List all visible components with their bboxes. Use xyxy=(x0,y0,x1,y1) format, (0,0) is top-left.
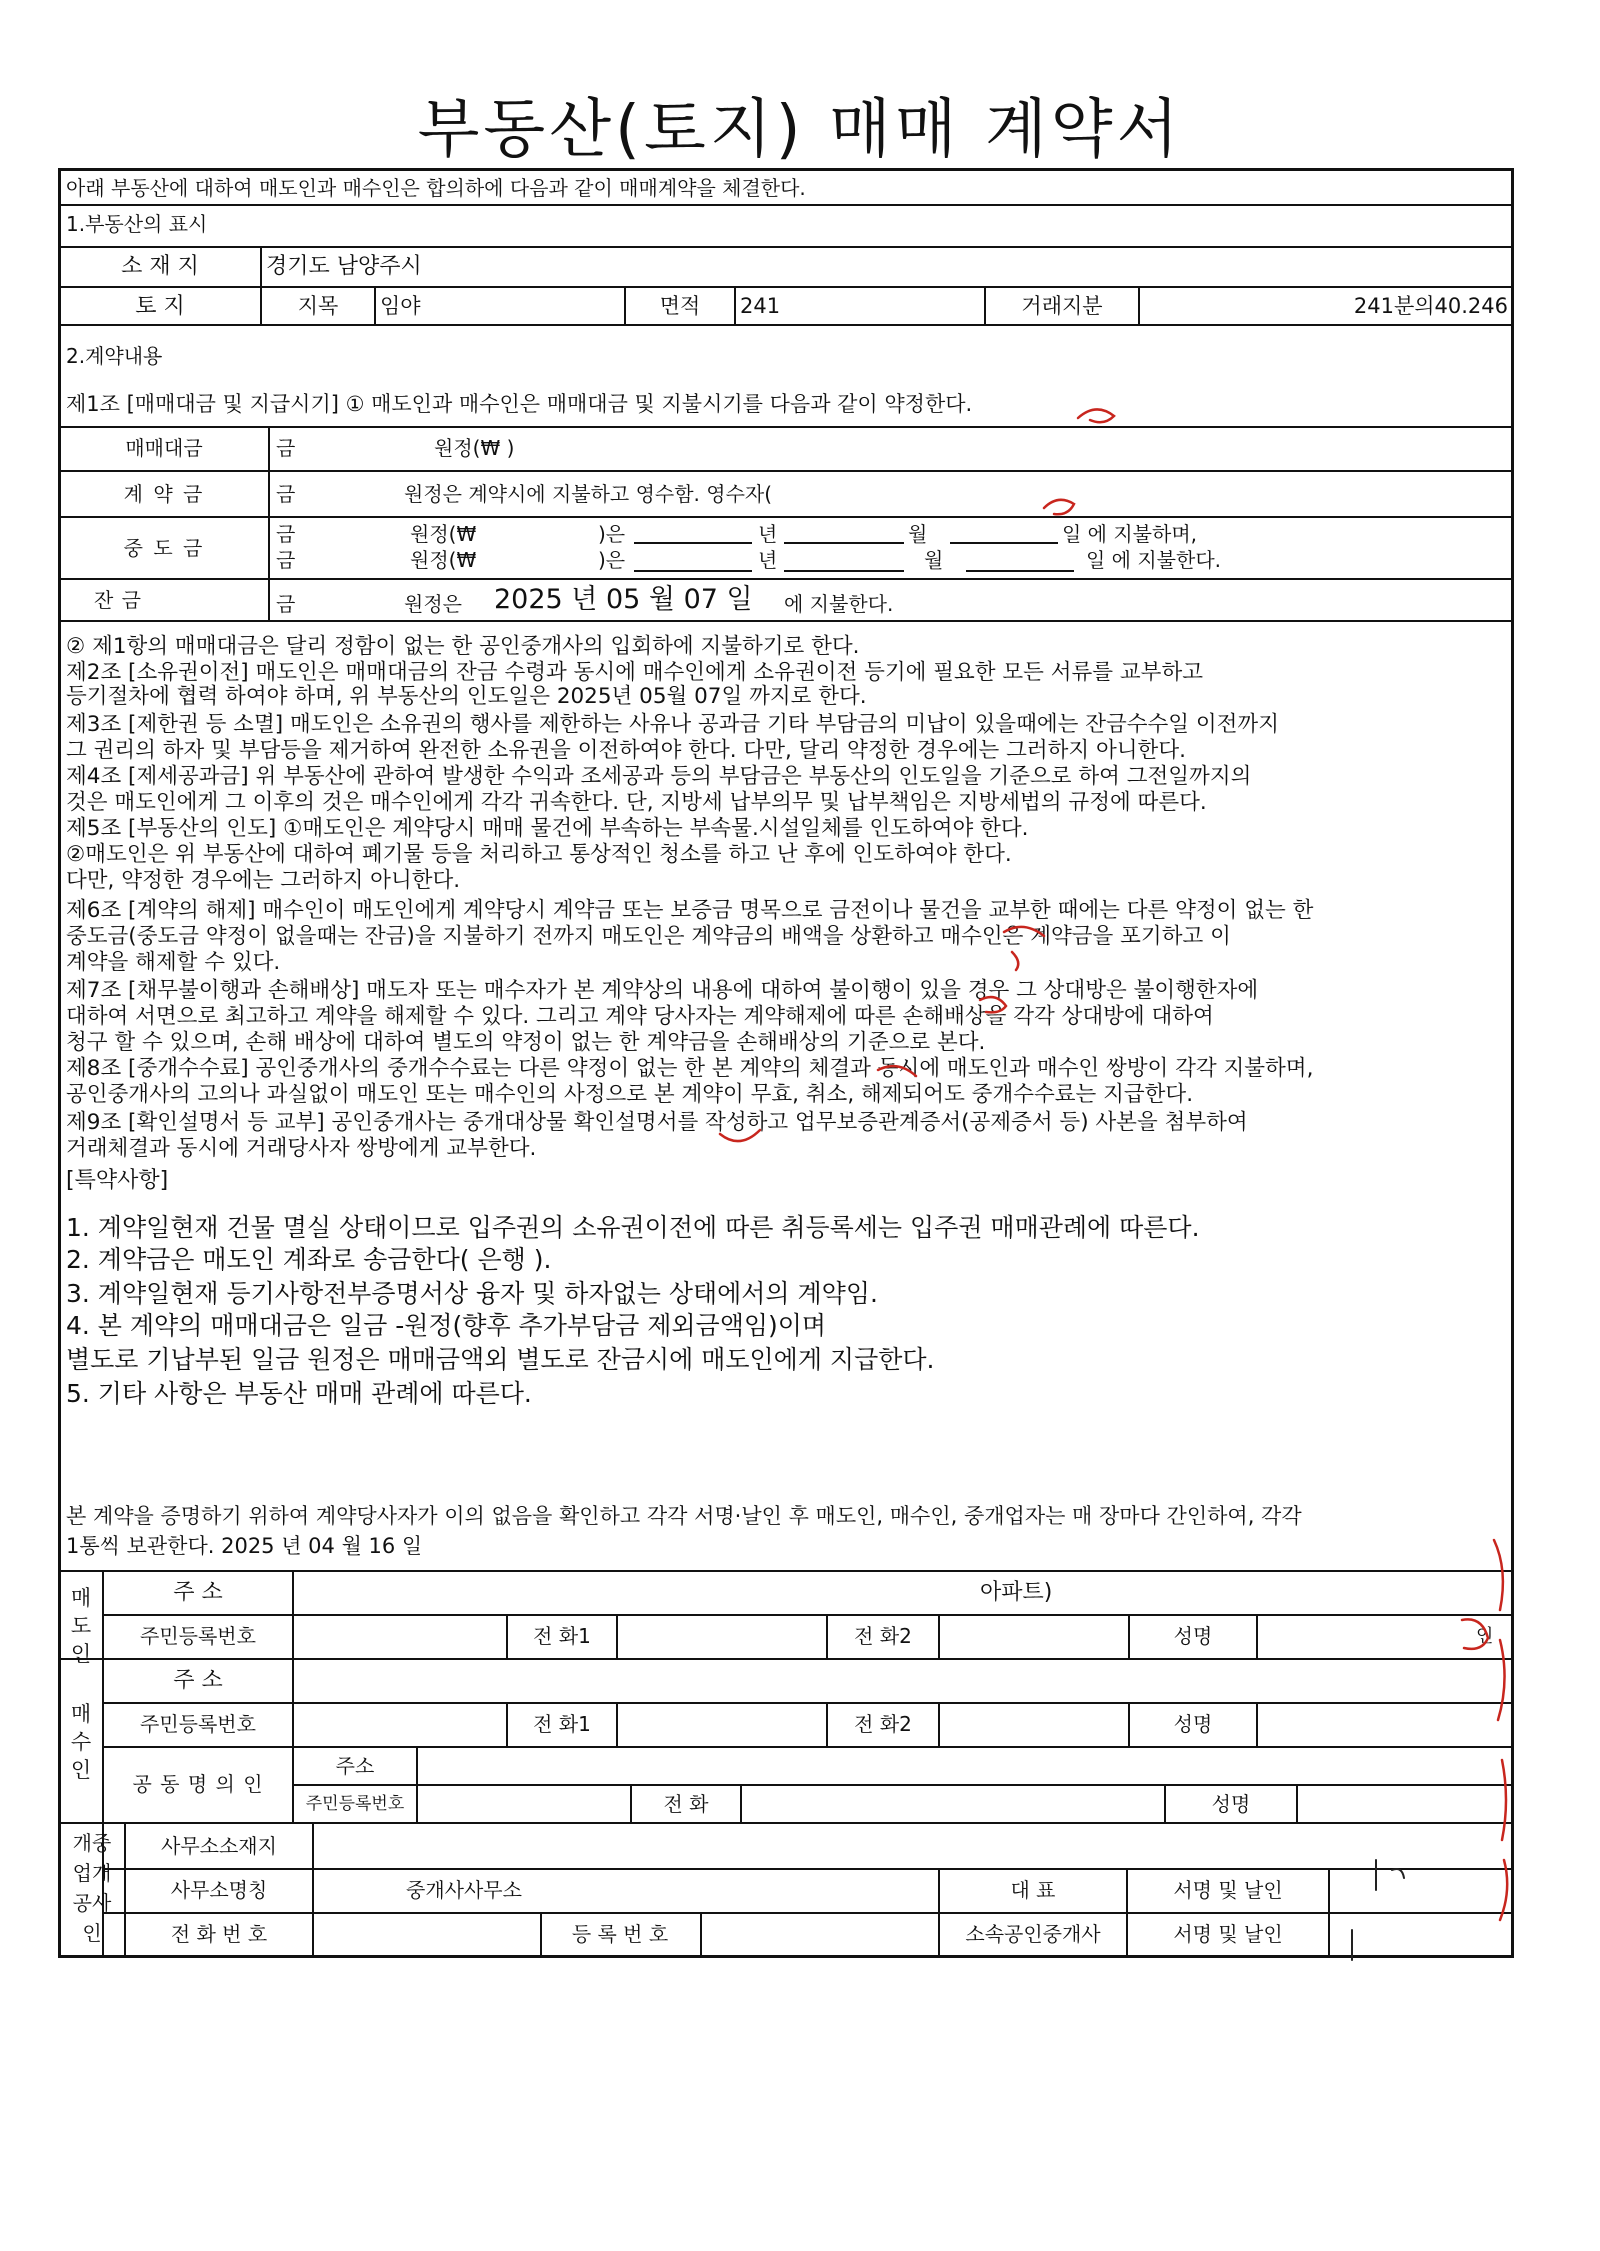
middle-2-a: 원정(₩ xyxy=(410,548,477,572)
clause-line: 제6조 [계약의 해제] 매수인이 매도인에게 계약당시 계약금 또는 보증금 명목으로 금전이나 물건을 교부한 때에는 다른 약정이 없는 한 xyxy=(66,898,1314,923)
buyer-phone2-label: 전 화2 xyxy=(854,1712,912,1736)
special-heading: [특약사항] xyxy=(66,1168,169,1193)
clause-line: 제3조 [제한권 등 소멸] 매도인은 소유권의 행사를 제한하는 사유나 공과금 기타 부담금의 미납이 있을때에는 잔금수수일 이전까지 xyxy=(66,712,1279,737)
balance-date: 2025 년 05 월 07 일 xyxy=(494,584,753,615)
clause-line: 제4조 [제세공과금] 위 부동산에 관하여 발생한 수익과 조세공과 등의 부담금은 부동산의 인도일을 기준으로 하여 그전일까지의 xyxy=(66,764,1252,789)
special-term: 1. 계약일현재 건물 멸실 상태이므로 입주권의 소유권이전에 따른 취등록세는 입주권 매매관례에 따른다. xyxy=(66,1213,1200,1242)
red-seal-mark xyxy=(1502,1760,1506,1840)
share-label: 거래지분 xyxy=(1021,294,1103,318)
joint-id-label: 주민등록번호 xyxy=(305,1794,405,1814)
middle-prefix-1: 금 xyxy=(276,522,296,546)
category-label: 지목 xyxy=(297,294,339,318)
clause-line: 다만, 약정한 경우에는 그러하지 아니한다. xyxy=(66,868,461,893)
balance-label: 잔 금 xyxy=(94,588,142,612)
seller-address-label: 주 소 xyxy=(173,1580,223,1605)
balance-a: 원정은 xyxy=(404,592,462,616)
seller-seal-mark: 인 xyxy=(1476,1626,1494,1647)
clause-line: 것은 매도인에게 그 이후의 것은 매수인에게 각각 귀속한다. 단, 지방세 납부의무 및 납부책임은 지방세법의 규정에 따른다. xyxy=(66,790,1207,815)
buyer-name-label: 성명 xyxy=(1173,1712,1213,1736)
clause-line: 공인중개사의 고의나 과실없이 매도인 또는 매수인의 사정으로 본 계약이 무효, 취소, 해제되어도 중개수수료는 지급한다. xyxy=(66,1082,1194,1107)
special-term: 3. 계약일현재 등기사항전부증명서상 융자 및 하자없는 상태에서의 계약임. xyxy=(66,1279,878,1308)
clause-line: 제8조 [중개수수료] 공인중개사의 중개수수료는 다른 약정이 없는 한 본 계약의 체결과 동시에 매도인과 매수인 쌍방이 각각 지불하며, xyxy=(66,1056,1314,1081)
joint-phone-label: 전 화 xyxy=(663,1792,709,1816)
article1-text: 제1조 [매매대금 및 지급시기] ① 매도인과 매수인은 매매대금 및 지불시기를 다음과 같이 약정한다. xyxy=(66,392,973,416)
middle-2-c: 년 xyxy=(758,548,778,572)
clause-line: 제7조 [채무불이행과 손해배상] 매도자 또는 매수자가 본 계약상의 내용에 대하여 불이행이 있을 경우 그 상대방은 불이행한자에 xyxy=(66,978,1259,1003)
middle-label: 중 도 금 xyxy=(123,536,205,560)
agent-phone-label: 전 화 번 호 xyxy=(170,1922,268,1946)
red-seal-mark xyxy=(1078,409,1114,422)
middle-2-b: )은 xyxy=(598,548,626,572)
closing-line-2: 1통씩 보관한다. 2025 년 04 월 16 일 xyxy=(66,1534,423,1558)
signature-stroke xyxy=(1392,1869,1404,1878)
closing-line-1: 본 계약을 증명하기 위하여 계약당사자가 이의 없음을 확인하고 각각 서명·날인 후 매도인, 매수인, 중개업자는 매 장마다 간인하여, 각각 xyxy=(66,1504,1302,1528)
clause-line: 거래체결과 동시에 거래당사자 쌍방에게 교부한다. xyxy=(66,1136,537,1161)
clause-line: 계약을 해제할 수 있다. xyxy=(66,950,281,975)
agent-side-label: 개중 업개 공사 인 xyxy=(72,1831,112,1945)
share-value: 241분의40.246 xyxy=(1353,294,1508,318)
red-seal-mark xyxy=(1012,952,1018,970)
special-term: 2. 계약금은 매도인 계좌로 송금한다( 은행 ). xyxy=(66,1245,552,1274)
red-seal-mark xyxy=(1044,500,1074,514)
middle-prefix-2: 금 xyxy=(276,548,296,572)
location-value: 경기도 남양주시 xyxy=(266,254,422,279)
red-seal-mark xyxy=(720,1130,760,1141)
seller-phone1-label: 전 화1 xyxy=(533,1624,591,1648)
seller-side-label: 매 도 인 xyxy=(70,1586,92,1666)
clause-line: 제5조 [부동산의 인도] ①매도인은 계약당시 매매 물건에 부속하는 부속물.시설일체를 인도하여야 한다. xyxy=(66,816,1029,841)
joint-owner-label: 공 동 명 의 인 xyxy=(132,1772,264,1796)
clause-line: 제9조 [확인설명서 등 교부] 공인중개사는 중개대상물 확인설명서를 작성하고 업무보증관계증서(공제증서 등) 사본을 첨부하여 xyxy=(66,1110,1248,1135)
clause-line: ② 제1항의 매매대금은 달리 정함이 없는 한 공인중개사의 입회하에 지불하기로 한다. xyxy=(66,634,860,659)
section1-heading: 1.부동산의 표시 xyxy=(66,212,208,236)
red-seal-mark xyxy=(1498,1640,1505,1720)
office-address-label: 사무소소재지 xyxy=(161,1834,277,1858)
special-term: 별도로 기납부된 일금 원정은 매매금액외 별도로 잔금시에 매도인에게 지급한다. xyxy=(66,1345,935,1374)
clause-line: 대하여 서면으로 최고하고 계약을 해제할 수 있다. 그리고 계약 당사자는 계약해제에 따른 손해배상을 각각 상대방에 대하여 xyxy=(66,1004,1214,1029)
area-label: 면적 xyxy=(659,294,701,318)
middle-1-b: )은 xyxy=(598,522,626,546)
total-prefix: 금 xyxy=(276,436,296,460)
middle-2-d: 월 xyxy=(924,548,944,572)
joint-name-label: 성명 xyxy=(1211,1792,1251,1816)
red-seal-mark xyxy=(878,1066,916,1076)
land-label: 토 지 xyxy=(135,294,185,319)
deposit-label: 계 약 금 xyxy=(123,482,205,506)
rep-label: 대 표 xyxy=(1010,1878,1056,1902)
clause-line: 청구 할 수 있으며, 손해 배상에 대하여 별도의 약정이 없는 한 계약금을 손해배상의 기준으로 본다. xyxy=(66,1030,986,1055)
joint-address-label: 주소 xyxy=(335,1754,375,1778)
middle-1-e: 일 에 지불하며, xyxy=(1062,522,1197,546)
clause-line: 중도금(중도금 약정이 없을때는 잔금)을 지불하기 전까지 매도인은 계약금의 배액을 상환하고 매수인은 계약금을 포기하고 이 xyxy=(66,924,1231,949)
seller-id-label: 주민등록번호 xyxy=(140,1624,256,1648)
sign-label-1: 서명 및 날인 xyxy=(1173,1878,1283,1902)
office-name-label: 사무소명칭 xyxy=(170,1878,268,1902)
total-text: 원정(₩ ) xyxy=(434,436,515,460)
clause-line: 제2조 [소유권이전] 매도인은 매매대금의 잔금 수령과 동시에 매수인에게 소유권이전 등기에 필요한 모든 서류를 교부하고 xyxy=(66,660,1203,685)
reg-number-label: 등 록 번 호 xyxy=(571,1922,669,1946)
clause-line: ②매도인은 위 부동산에 대하여 폐기물 등을 처리하고 통상적인 청소를 하고 난 후에 인도하여야 한다. xyxy=(66,842,1012,867)
category-value: 임야 xyxy=(380,294,421,318)
red-seal-mark xyxy=(1004,927,1044,936)
red-seal-mark xyxy=(1494,1540,1503,1610)
red-seal-mark xyxy=(1462,1619,1488,1649)
section2-heading: 2.계약내용 xyxy=(66,344,163,368)
clause-line: 등기절차에 협력 하여야 하며, 위 부동산의 인도일은 2025년 05월 07일 까지로 한다. xyxy=(66,684,867,709)
deposit-prefix: 금 xyxy=(276,482,296,506)
red-seal-mark xyxy=(1500,1860,1507,1920)
deposit-text: 원정은 계약시에 지불하고 영수함. 영수자( xyxy=(404,482,773,506)
intro-text: 아래 부동산에 대하여 매도인과 매수인은 합의하에 다음과 같이 매매계약을 체결한다. xyxy=(66,176,806,200)
document-title: 부동산(토지) 매매 계약서 xyxy=(417,93,1183,167)
seller-name-label: 성명 xyxy=(1173,1624,1213,1648)
balance-prefix: 금 xyxy=(276,592,296,616)
buyer-side-label: 매 수 인 xyxy=(70,1702,92,1782)
red-seal-mark xyxy=(980,997,1006,1012)
member-agent-label: 소속공인중개사 xyxy=(965,1922,1101,1946)
office-name-value: 중개사사무소 xyxy=(406,1878,522,1902)
sign-label-2: 서명 및 날인 xyxy=(1173,1922,1283,1946)
location-label: 소 재 지 xyxy=(121,254,199,279)
area-value: 241 xyxy=(740,294,781,318)
seller-phone2-label: 전 화2 xyxy=(854,1624,912,1648)
buyer-address-label: 주 소 xyxy=(173,1668,223,1693)
middle-1-d: 월 xyxy=(908,522,928,546)
buyer-id-label: 주민등록번호 xyxy=(140,1712,256,1736)
total-label: 매매대금 xyxy=(125,436,203,460)
clause-line: 그 권리의 하자 및 부담등을 제거하여 완전한 소유권을 이전하여야 한다. 다만, 달리 약정한 경우에는 그러하지 아니한다. xyxy=(66,738,1186,763)
middle-1-a: 원정(₩ xyxy=(410,522,477,546)
balance-c: 에 지불한다. xyxy=(784,592,894,616)
middle-2-e: 일 에 지불한다. xyxy=(1086,548,1221,572)
special-term: 4. 본 계약의 매매대금은 일금 -원정(향후 추가부담금 제외금액임)이며 xyxy=(66,1311,827,1340)
middle-1-c: 년 xyxy=(758,522,778,546)
seller-address-value: 아파트) xyxy=(980,1580,1053,1605)
buyer-phone1-label: 전 화1 xyxy=(533,1712,591,1736)
special-term: 5. 기타 사항은 부동산 매매 관례에 따른다. xyxy=(66,1379,532,1408)
